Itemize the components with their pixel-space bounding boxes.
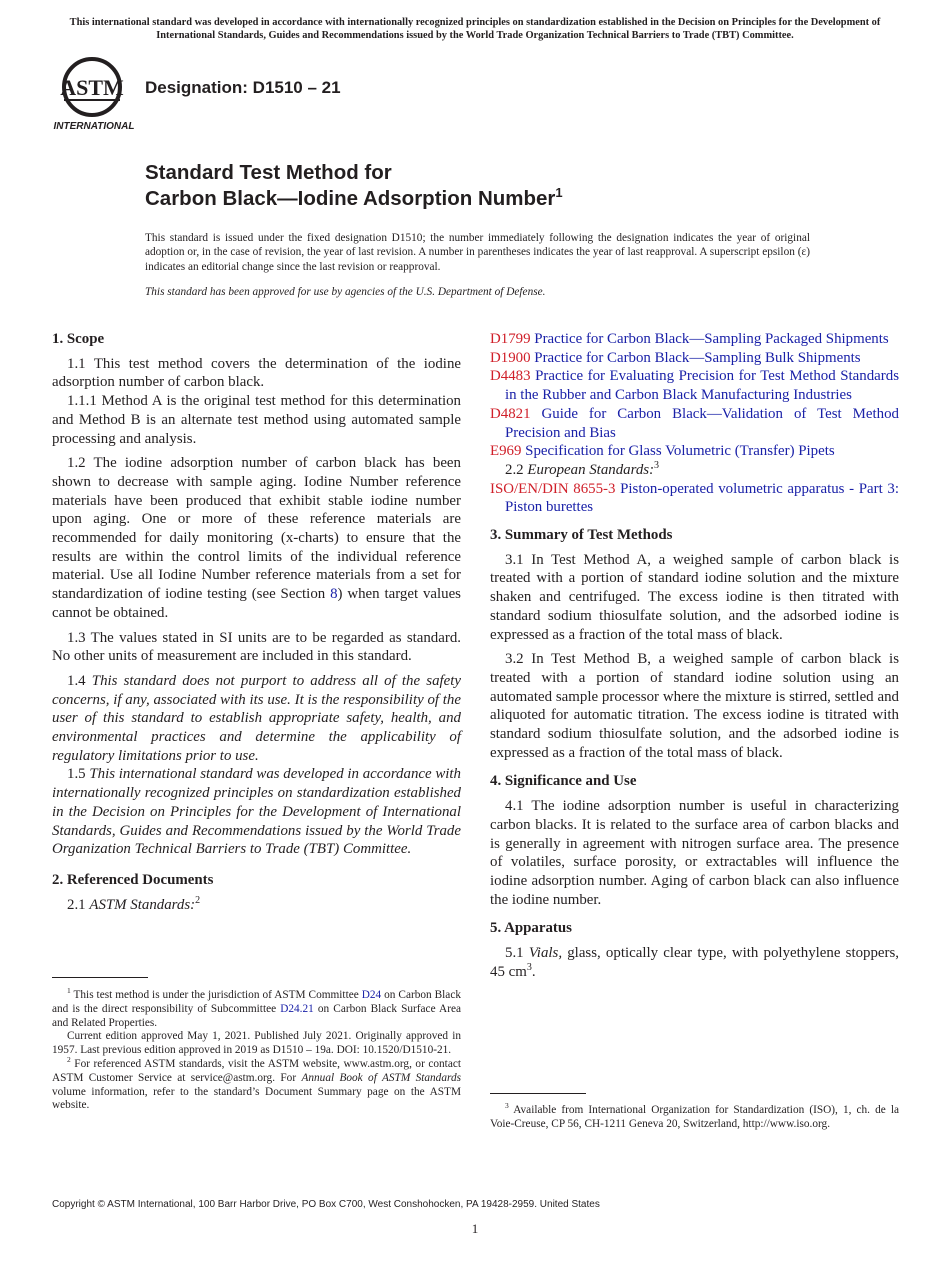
- significance-heading: 4. Significance and Use: [490, 773, 637, 790]
- page-number: 1: [471, 1221, 479, 1236]
- logo-sub: INTERNATIONAL: [53, 121, 135, 132]
- footnote-2: $^2$ For referenced ASTM standards, visit the ASTM website, www.astm.org, or contact ASTM Customer Service at service@astm.org. For Annual Book of ASTM Standards volume information, refer to the standard’s Document Summary page on the ASTM website.: [52, 1055, 462, 1112]
- section-3-1: 3.1 In Test Method A, a weighed sample of carbon black is treated with a portion of standard iodine solution and the mixture shaken and centrifuged. The excess iodine is then titrated with standard sodium thiosulfate solution, and the adsorbed iodine is expressed as a fraction of the total mass of black.: [490, 551, 899, 643]
- footnotes-left: [52, 986, 462, 1113]
- footnote-1-edition: Current edition approved May 1, 2021. Published July 2021. Originally approved in 1957. Last previous edition approved in 2019 as D1510 – 19a. DOI: 10.1520/D1510-21.: [52, 1030, 461, 1057]
- section-2-2: 2.2 European Standards:$^3$: [505, 459, 660, 478]
- summary-heading: 3. Summary of Test Methods: [490, 527, 673, 544]
- page-title: [145, 160, 563, 212]
- section-8-link[interactable]: 8: [330, 586, 338, 603]
- reference-iso-8655-3[interactable]: ISO/EN/DIN 8655-3 Piston-operated volumetric apparatus - Part 3: Piston burettes: [490, 480, 899, 516]
- section-1-4: 1.4 This standard does not purport to address all of the safety concerns, if any, associated with its use. It is the responsibility of the user of this standard to establish appropriate safety, health, and environmental practices and determine the applicability of regulatory limitations prior to use.: [52, 672, 462, 764]
- apparatus-heading: 5. Apparatus: [490, 920, 572, 937]
- footnote-divider: [52, 977, 148, 978]
- reference-d1799[interactable]: D1799 Practice for Carbon Black—Sampling Packaged Shipments: [490, 331, 889, 347]
- footnote-3: $^3$ Available from International Organization for Standardization (ISO), 1, ch. de la Voie-Creuse, CP 56, CH-1211 Geneva 20, Switzerland, http://www.iso.org.: [490, 1101, 899, 1130]
- reference-e969[interactable]: E969 Specification for Glass Volumetric (Transfer) Pipets: [490, 443, 835, 460]
- footnote-divider-right: [490, 1093, 586, 1094]
- reference-d4821[interactable]: D4821 Guide for Carbon Black—Validation of Test Method Precision and Bias: [490, 405, 899, 441]
- title-footnote-ref[interactable]: 1: [555, 185, 563, 201]
- section-1-3: 1.3 The values stated in SI units are to be regarded as standard. No other units of measurement are included in this standard.: [52, 629, 461, 665]
- right-column: [490, 330, 899, 982]
- footnote-1: $^1$ This test method is under the jurisdiction of ASTM Committee D24 on Carbon Black and is the direct responsibility of Subcommittee D24.21 on Carbon Black Surface Area and Related Properties.: [52, 986, 461, 1029]
- reference-d4483[interactable]: D4483 Practice for Evaluating Precision for Test Method Standards in the Rubber and Carbon Black Manufacturing Industries: [490, 368, 899, 404]
- footnotes-right: [490, 1101, 899, 1132]
- title-line-2: Carbon Black—Iodine Adsorption Number$^1$: [145, 185, 563, 210]
- section-1-2: 1.2 The iodine adsorption number of carbon black has been shown to decrease with sample aging. Iodine Number reference materials have been produced that exhibit stable iodine number upon aging. One or more of these reference materials are recommended for daily monitoring (x-charts) to ensure that the results are within the control limits of the individual reference material. Use all Iodine Number reference materials from a set for standardization of iodine testing (see Section 8) when target values cannot be obtained.: [52, 455, 461, 621]
- section-5-1: 5.1 Vials, glass, optically clear type, with polyethylene stoppers, 45 $cm^3$.: [490, 945, 899, 980]
- committee-d24-link[interactable]: D24: [361, 989, 382, 1001]
- issued-note: This standard is issued under the fixed designation D1510; the number immediately following the designation indicates the year of original adoption or, in the case of revision, the year of last revision. A number in parentheses indicates the year of last reapproval. A superscript epsilon (ε) indicates an editorial change since the last revision or reapproval.: [145, 232, 810, 273]
- wto-notice: This international standard was developed in accordance with internationally recognized principles on standardization established in the Decision on Principles for the Development of International Standards, Guides and Recommendations issued by the World Trade Organization Technical Barriers to Trade (TBT) Committee.: [69, 17, 881, 41]
- referenced-heading: 2. Referenced Documents: [52, 871, 214, 888]
- subcommittee-d24-21-link[interactable]: D24.21: [280, 1002, 314, 1015]
- designation: Designation: D1510 – 21: [145, 78, 341, 97]
- left-column: [52, 330, 461, 914]
- section-1-5: 1.5 This international standard was developed in accordance with internationally recognized principles on standardization established in the Decision on Principles for the Development of International Standards, Guides and Recommendations issued by the World Trade Organization Technical Barriers to Trade (TBT) Committee.: [52, 766, 462, 858]
- copyright-notice: Copyright © ASTM International, 100 Barr Harbor Drive, PO Box C700, West Conshohocken, PA 19428-2959. United States: [52, 1199, 600, 1210]
- section-3-2: 3.2 In Test Method B, a weighed sample of carbon black is treated with a portion of standard iodine solution using an automated sample processor where the mixture is stirred, settled and aliquoted for automatic titration. The excess iodine is titrated with standard sodium thiosulfate solution, and the adsorbed iodine is expressed as a fraction of the total mass of black.: [490, 651, 899, 761]
- astm-logo-icon: [52, 56, 136, 134]
- logo-text: ASTM: [60, 75, 124, 100]
- reference-d1900[interactable]: D1900 Practice for Carbon Black—Sampling Bulk Shipments: [490, 349, 861, 366]
- section-4-1: 4.1 The iodine adsorption number is useful in characterizing carbon blacks. It is related to the surface area of carbon blacks and is generally in agreement with nitrogen surface area. The presence of volatiles, surface porosity, or extractables will influence the iodine adsorption number. Aging of carbon black can also influence the iodine number.: [490, 798, 899, 908]
- section-2-1: 2.1 ASTM Standards:$^2$: [67, 894, 201, 913]
- dod-note: This standard has been approved for use by agencies of the U.S. Department of Defense.: [145, 286, 546, 298]
- section-1-1: 1.1 This test method covers the determination of the iodine adsorption number of carbon black.: [52, 355, 461, 391]
- scope-heading: 1. Scope: [52, 331, 105, 347]
- section-1-1-1: 1.1.1 Method A is the original test method for this determination and Method B is an alternate test method using automated sample processing and analysis.: [52, 393, 461, 447]
- title-line-1: Standard Test Method for: [145, 161, 392, 184]
